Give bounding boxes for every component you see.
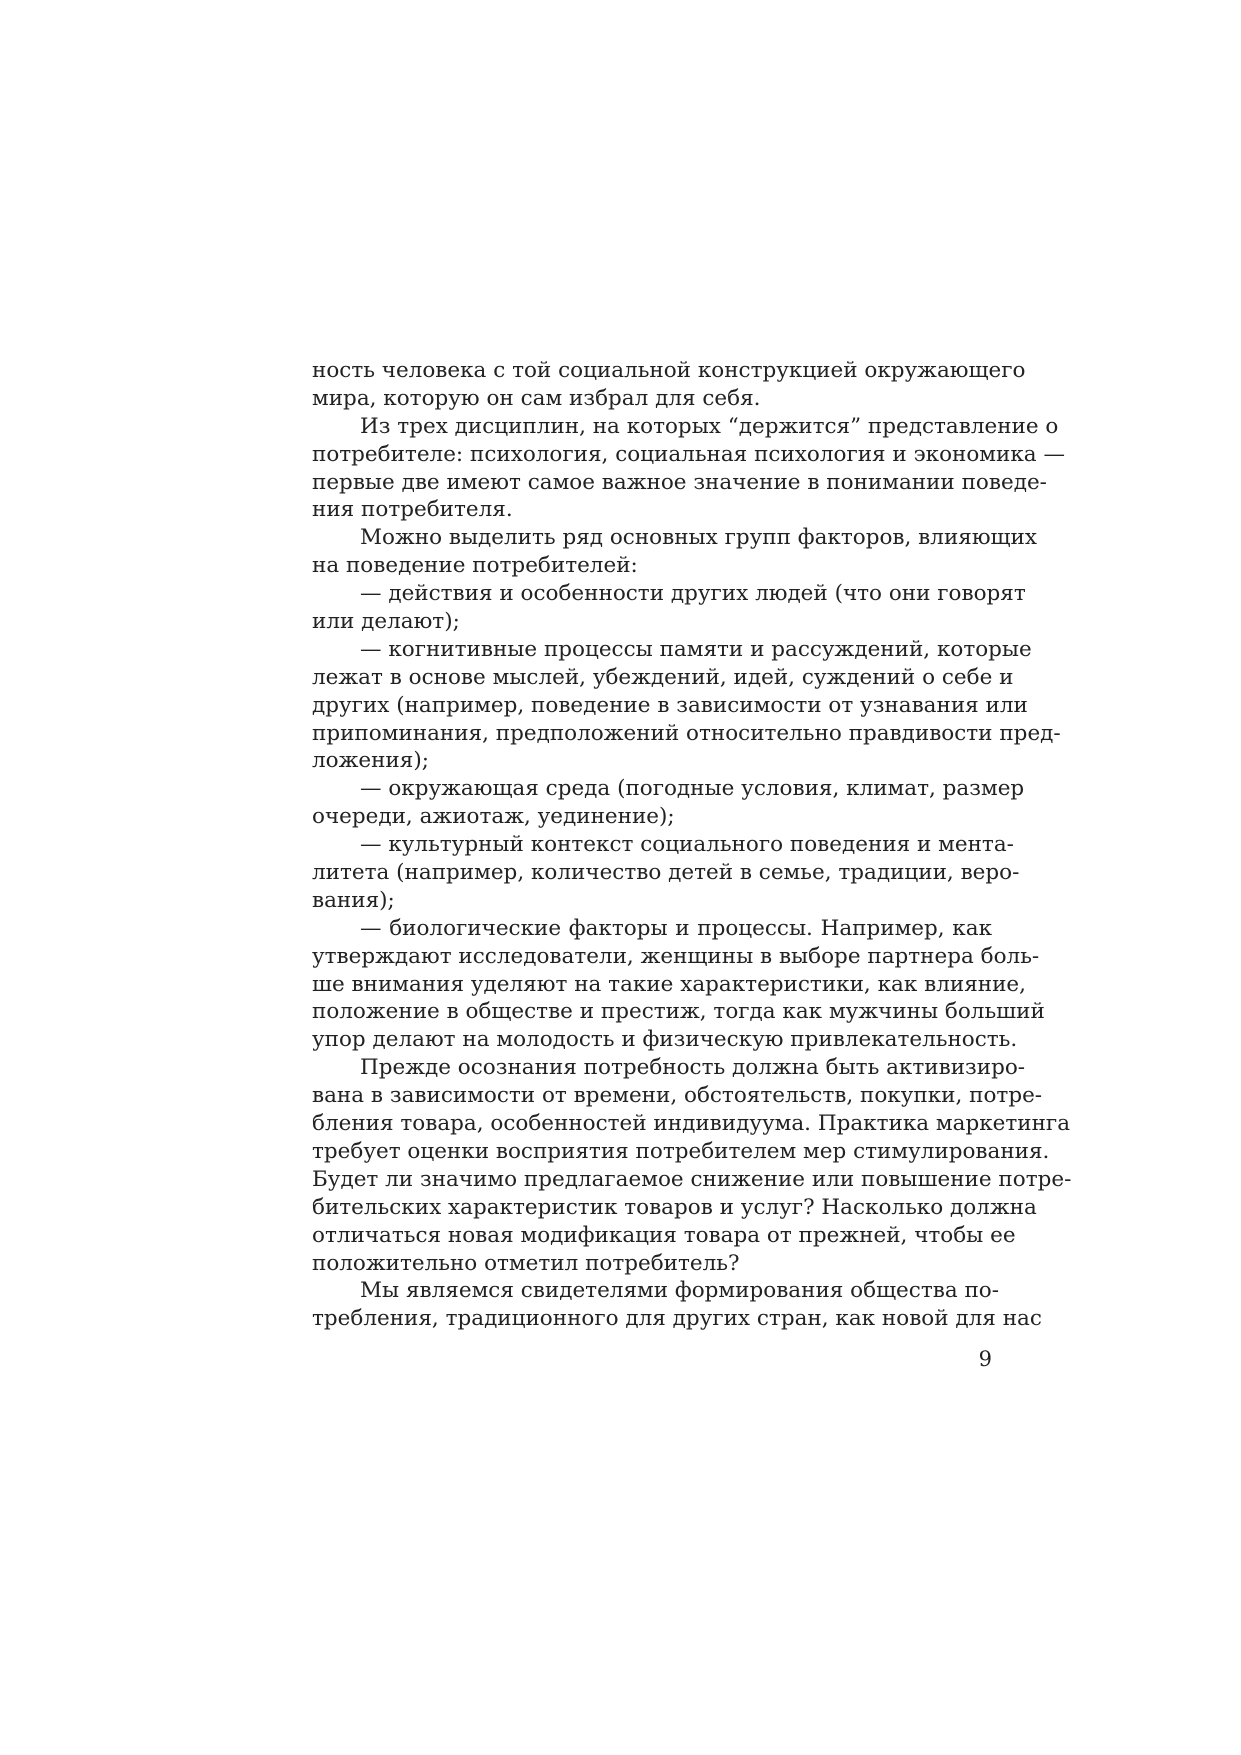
text-line: требует оценки восприятия потребителем мер стимулирования. bbox=[312, 1138, 1050, 1164]
text-line: ния потребителя. bbox=[312, 497, 513, 523]
text-line: — когнитивные процессы памяти и рассуждений, которые bbox=[360, 636, 1032, 662]
text-line: положение в обществе и престиж, тогда как мужчины больший bbox=[312, 999, 1045, 1025]
text-line: очереди, ажиотаж, уединение); bbox=[312, 804, 675, 830]
text-line: Прежде осознания потребность должна быть активизиро- bbox=[360, 1055, 1026, 1081]
text-line: лежат в основе мыслей, убеждений, идей, суждений о себе и bbox=[312, 664, 1014, 690]
text-line: вания); bbox=[312, 887, 395, 913]
text-line: ложения); bbox=[312, 748, 429, 774]
page-number: 9 bbox=[978, 1347, 992, 1371]
text-line: бительских характеристик товаров и услуг? Насколько должна bbox=[312, 1194, 1037, 1220]
text-line: Мы являемся свидетелями формирования общества по- bbox=[360, 1278, 1000, 1304]
text-line: припоминания, предположений относительно правдивости пред- bbox=[312, 720, 1061, 746]
text-line: — окружающая среда (погодные условия, климат, размер bbox=[360, 776, 1025, 802]
text-line: Из трех дисциплин, на которых “держится” представление о bbox=[360, 413, 1059, 439]
text-line: первые две имеют самое важное значение в понимании поведе- bbox=[312, 469, 1047, 495]
text-line: отличаться новая модификация товара от прежней, чтобы ее bbox=[312, 1222, 1016, 1248]
text-line: упор делают на молодость и физическую привлекательность. bbox=[312, 1027, 1018, 1053]
text-line: ше внимания уделяют на такие характеристики, как влияние, bbox=[312, 971, 1026, 997]
body-text bbox=[312, 357, 1072, 1333]
text-line: литета (например, количество детей в семье, традиции, веро- bbox=[312, 860, 1020, 886]
text-line: — действия и особенности других людей (что они говорят bbox=[360, 581, 1026, 607]
text-line: других (например, поведение в зависимости от узнавания или bbox=[312, 692, 1028, 718]
text-line: мира, которую он сам избрал для себя. bbox=[312, 385, 761, 411]
text-line: — культурный контекст социального поведения и мента- bbox=[360, 832, 1014, 858]
text-line: на поведение потребителей: bbox=[312, 553, 638, 579]
text-line: ность человека с той социальной конструкцией окружающего bbox=[312, 358, 1026, 383]
text-line: Можно выделить ряд основных групп факторов, влияющих bbox=[360, 525, 1037, 551]
text-line: положительно отметил потребитель? bbox=[312, 1250, 740, 1276]
text-line: утверждают исследователи, женщины в выборе партнера боль- bbox=[312, 943, 1040, 969]
text-line: вана в зависимости от времени, обстоятельств, покупки, потре- bbox=[312, 1083, 1043, 1109]
text-line: потребителе: психология, социальная психология и экономика — bbox=[312, 441, 1065, 467]
text-line: — биологические факторы и процессы. Например, как bbox=[360, 915, 992, 941]
text-line: или делают); bbox=[312, 609, 460, 635]
text-line: бления товара, особенностей индивидуума. Практика маркетинга bbox=[312, 1111, 1071, 1137]
text-line: требления, традиционного для других стран, как новой для нас bbox=[312, 1306, 1042, 1332]
text-line: Будет ли значимо предлагаемое снижение или повышение потре- bbox=[312, 1166, 1072, 1192]
